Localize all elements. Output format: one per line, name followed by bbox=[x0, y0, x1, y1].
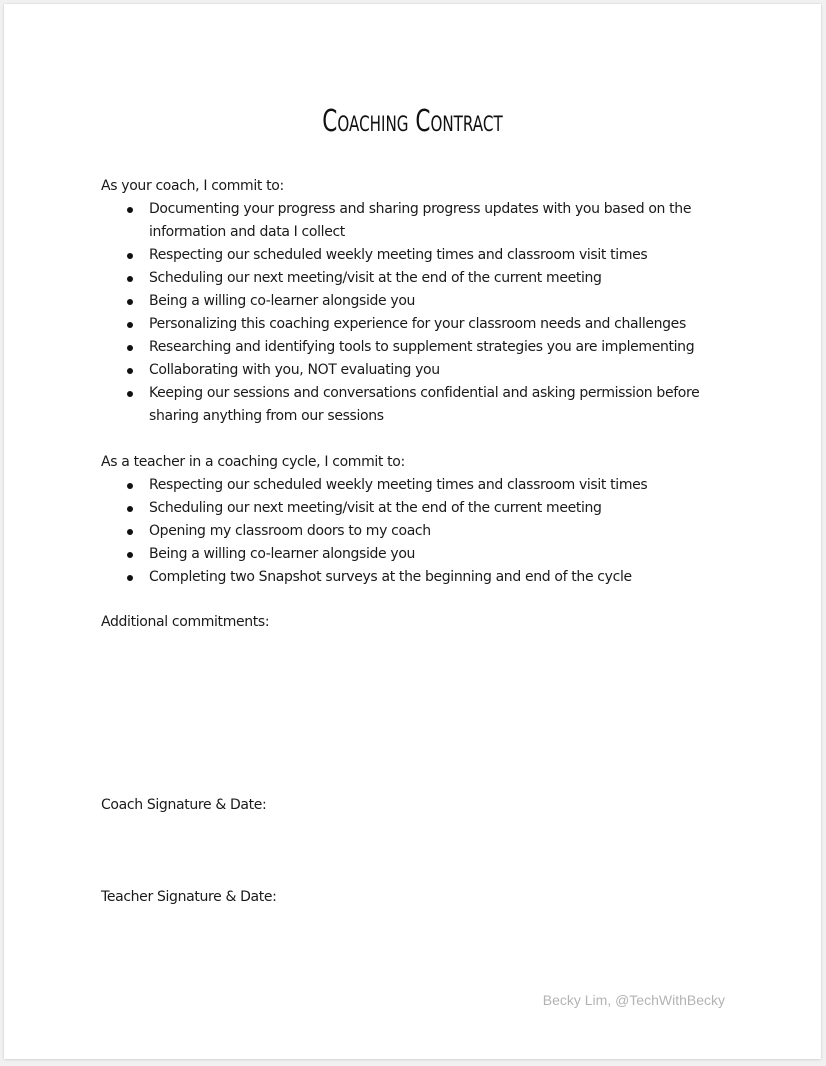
list-item bbox=[101, 566, 741, 589]
list-item bbox=[101, 313, 741, 336]
bullet-icon bbox=[127, 276, 133, 282]
commitments-body bbox=[101, 175, 741, 589]
section-spacer bbox=[101, 428, 741, 451]
footer-credit: Becky Lim, @TechWithBecky bbox=[542, 992, 725, 1008]
list-item bbox=[101, 382, 741, 428]
bullet-icon bbox=[127, 506, 133, 512]
list-item bbox=[101, 497, 741, 520]
list-item bbox=[101, 336, 741, 359]
bullet-icon bbox=[127, 299, 133, 305]
list-item bbox=[101, 267, 741, 290]
bullet-icon bbox=[127, 483, 133, 489]
list-item-text: Being a willing co-learner alongside you bbox=[149, 546, 416, 562]
bullet-icon bbox=[127, 345, 133, 351]
bullet-icon bbox=[127, 368, 133, 374]
list-item bbox=[101, 290, 741, 313]
teacher-commitment-list bbox=[101, 474, 741, 589]
document-title: Coaching Contract bbox=[322, 104, 503, 139]
list-item-text: Respecting our scheduled weekly meeting times and classroom visit times bbox=[149, 247, 648, 263]
list-item bbox=[101, 244, 741, 267]
bullet-icon bbox=[127, 529, 133, 535]
list-item bbox=[101, 543, 741, 566]
list-item-text: Completing two Snapshot surveys at the beginning and end of the cycle bbox=[149, 569, 632, 585]
list-item-text: Respecting our scheduled weekly meeting times and classroom visit times bbox=[149, 477, 648, 493]
list-item-text: Personalizing this coaching experience for your classroom needs and challenges bbox=[149, 316, 686, 332]
additional-commitments-label: Additional commitments: bbox=[101, 614, 270, 630]
list-item-text: Opening my classroom doors to my coach bbox=[149, 523, 431, 539]
coach-commitment-list bbox=[101, 198, 741, 428]
list-item-text: Collaborating with you, NOT evaluating you bbox=[149, 362, 440, 378]
coach-signature-label: Coach Signature & Date: bbox=[101, 797, 267, 813]
bullet-icon bbox=[127, 322, 133, 328]
list-item bbox=[101, 198, 741, 244]
teacher-section-intro: As a teacher in a coaching cycle, I commit to: bbox=[101, 454, 405, 470]
list-item bbox=[101, 474, 741, 497]
list-item bbox=[101, 520, 741, 543]
bullet-icon bbox=[127, 253, 133, 259]
bullet-icon bbox=[127, 391, 133, 397]
bullet-icon bbox=[127, 575, 133, 581]
list-item-text: Scheduling our next meeting/visit at the end of the current meeting bbox=[149, 500, 602, 516]
teacher-signature-label: Teacher Signature & Date: bbox=[101, 889, 277, 905]
coach-section-intro: As your coach, I commit to: bbox=[101, 178, 284, 194]
list-item-text: Keeping our sessions and conversations confidential and asking permission before sharing anything from our sessions bbox=[149, 385, 700, 424]
list-item-text: Researching and identifying tools to supplement strategies you are implementing bbox=[149, 339, 695, 355]
list-item-text: Documenting your progress and sharing progress updates with you based on the information and data I collect bbox=[149, 201, 692, 240]
bullet-icon bbox=[127, 552, 133, 558]
list-item-text: Scheduling our next meeting/visit at the end of the current meeting bbox=[149, 270, 602, 286]
bullet-icon bbox=[127, 207, 133, 213]
list-item-text: Being a willing co-learner alongside you bbox=[149, 293, 416, 309]
document-page bbox=[4, 4, 821, 1059]
list-item bbox=[101, 359, 741, 382]
